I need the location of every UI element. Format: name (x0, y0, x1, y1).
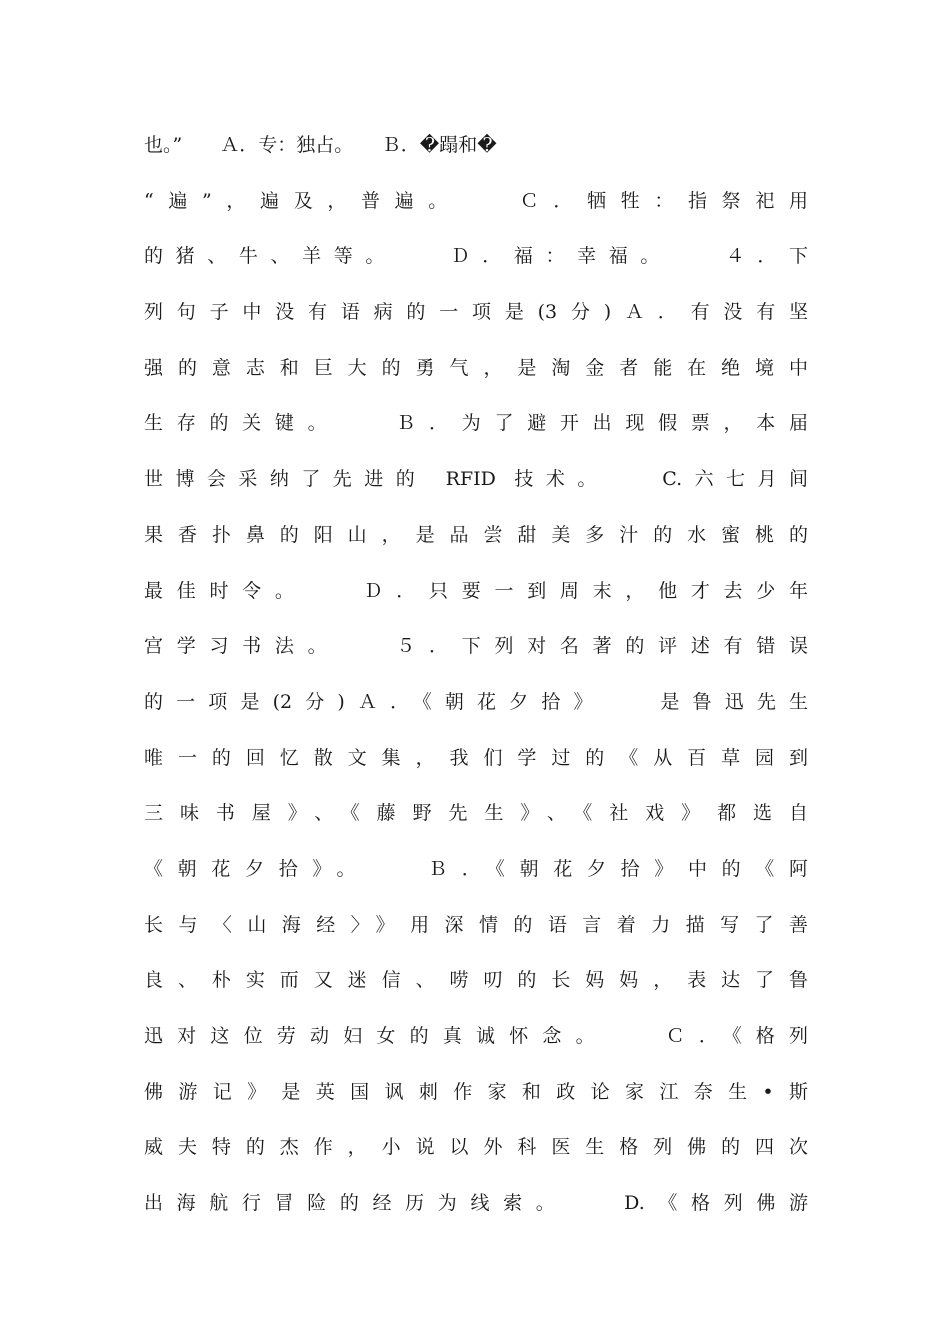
text-line-1: 也。” Ａ．专：独占。 Ｂ．�蹋和� (144, 134, 497, 156)
text-line-2: “遍”，遍及，普遍。 Ｃ．牺牲：指祭祀用 (144, 189, 808, 212)
text-line-6: 生存的关键。 Ｂ．为了避开出现假票，本届 (144, 412, 808, 435)
text-line-17: 迅对这位劳动妇女的真诚怀念。 Ｃ．《格列 (144, 1025, 808, 1047)
text-line-8: 果香扑鼻的阳山，是品尝甜美多汁的水蜜桃的 (144, 523, 808, 546)
text-line-18: 佛游记》是英国讽刺作家和政论家江奈生•斯 (144, 1080, 808, 1103)
text-line-19: 威夫特的杰作，小说以外科医生格列佛的四次 (144, 1136, 808, 1159)
text-line-3: 的猪、牛、羊等。 Ｄ．福：幸福。 ４．下 (144, 245, 808, 268)
text-line-10: 宫学习书法。 ５．下列对名著的评述有错误 (144, 635, 808, 658)
text-line-20: 出海航行冒险的经历为线索。 D.《格列佛游 (144, 1192, 808, 1215)
text-line-16: 良、朴实而又迷信、唠叨的长妈妈，表达了鲁 (144, 969, 808, 992)
text-line-14: 《朝花夕拾》。 Ｂ．《朝花夕拾》中的《阿 (144, 857, 808, 880)
text-line-7: 世博会采纳了先进的 RFID 技术。 C.六七月间 (144, 468, 808, 491)
text-line-11: 的一项是(2分)Ａ．《朝花夕拾》 是鲁迅先生 (144, 690, 808, 713)
text-line-13: 三味书屋》、《藤野先生》、《社戏》都选自 (144, 802, 808, 825)
text-line-15: 长与〈山海经〉》用深情的语言着力描写了善 (144, 913, 808, 936)
text-line-12: 唯一的回忆散文集，我们学过的《从百草园到 (144, 746, 808, 769)
text-line-5: 强的意志和巨大的勇气，是淘金者能在绝境中 (144, 356, 808, 379)
text-line-4: 列句子中没有语病的一项是(3分)Ａ．有没有坚 (144, 301, 808, 324)
body-text (144, 118, 808, 1232)
text-line-9: 最佳时令。 Ｄ．只要一到周末，他才去少年 (144, 579, 808, 602)
